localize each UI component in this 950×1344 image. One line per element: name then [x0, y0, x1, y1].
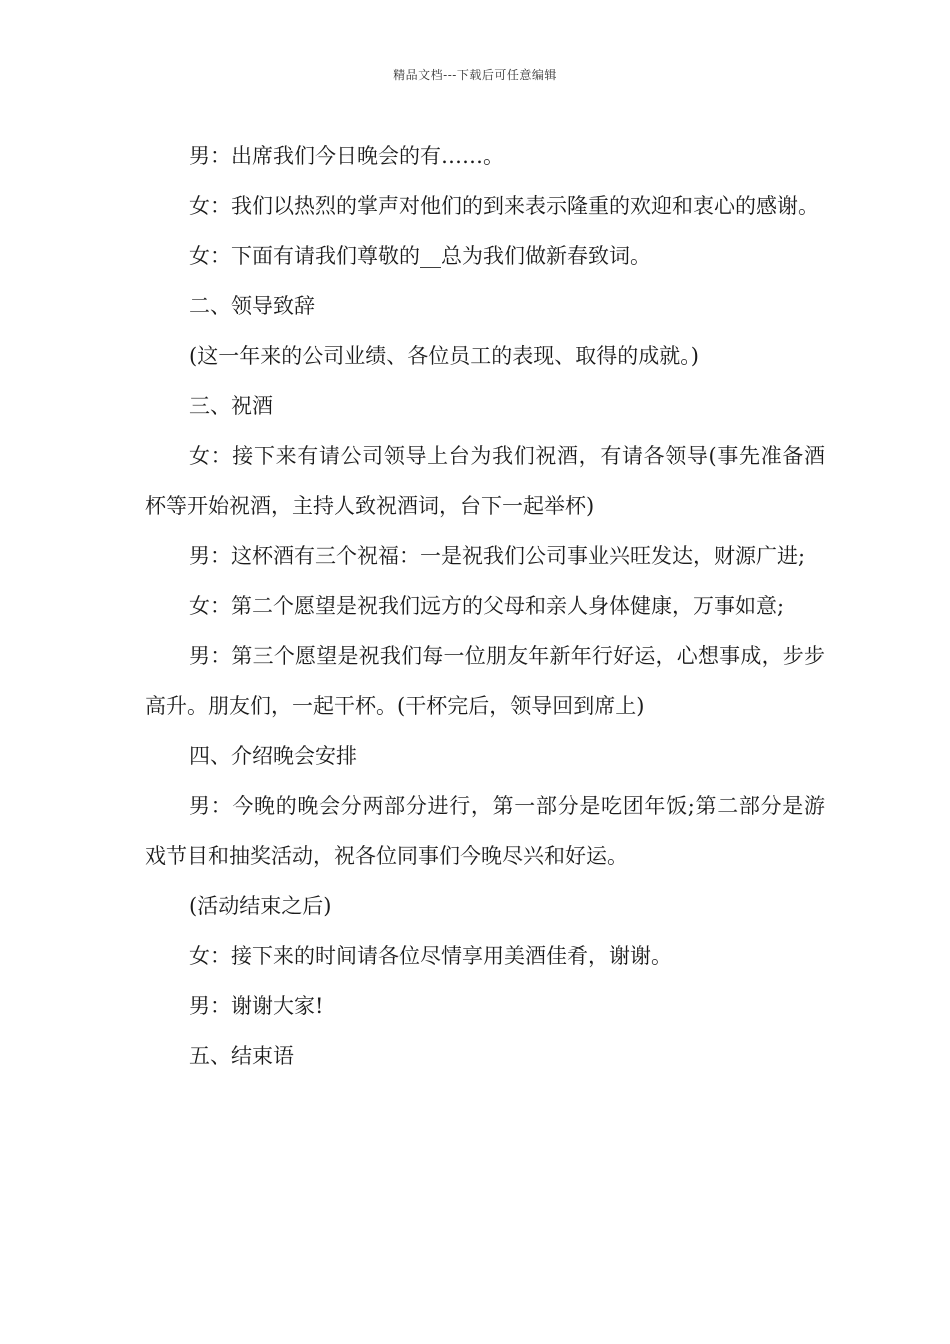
paragraph-speech-note: (这一年来的公司业绩、各位员工的表现、取得的成就。): [189, 344, 699, 368]
paragraph-male-third-wish: 男：第三个愿望是祝我们每一位朋友年新年行好运，心想事成，步步高升。朋友们，一起干杯。(干杯完后，领导回到席上): [145, 644, 825, 718]
paragraph-after-activity-note: (活动结束之后): [189, 894, 332, 918]
document-body: [145, 131, 825, 1081]
paragraph-male-thanks: 男：谢谢大家!: [189, 994, 324, 1018]
paragraph-female-toast-invite: 女：接下来有请公司领导上台为我们祝酒，有请各领导(事先准备酒杯等开始祝酒，主持人致祝酒词，台下一起举杯): [145, 444, 825, 518]
paragraph-female-invite-speech: 女：下面有请我们尊敬的__总为我们做新春致词。: [189, 244, 651, 268]
section-heading-closing: 五、结束语: [189, 1044, 294, 1068]
section-heading-toast: 三、祝酒: [189, 394, 273, 418]
paragraph-female-enjoy: 女：接下来的时间请各位尽情享用美酒佳肴，谢谢。: [189, 944, 672, 968]
paragraph-male-attendees: 男：出席我们今日晚会的有……。: [189, 144, 504, 168]
page-header: 精品文档---下载后可任意编辑: [393, 68, 557, 82]
paragraph-male-schedule: 男：今晚的晚会分两部分进行，第一部分是吃团年饭;第二部分是游戏节目和抽奖活动，祝各位同事们今晚尽兴和好运。: [145, 794, 825, 868]
section-heading-party-schedule: 四、介绍晚会安排: [189, 744, 357, 768]
section-heading-leader-speech: 二、领导致辞: [189, 294, 315, 318]
paragraph-male-first-blessing: 男：这杯酒有三个祝福：一是祝我们公司事业兴旺发达，财源广进;: [189, 544, 806, 568]
paragraph-female-second-wish: 女：第二个愿望是祝我们远方的父母和亲人身体健康，万事如意;: [189, 594, 785, 618]
paragraph-female-welcome: 女：我们以热烈的掌声对他们的到来表示隆重的欢迎和衷心的感谢。: [189, 194, 819, 218]
